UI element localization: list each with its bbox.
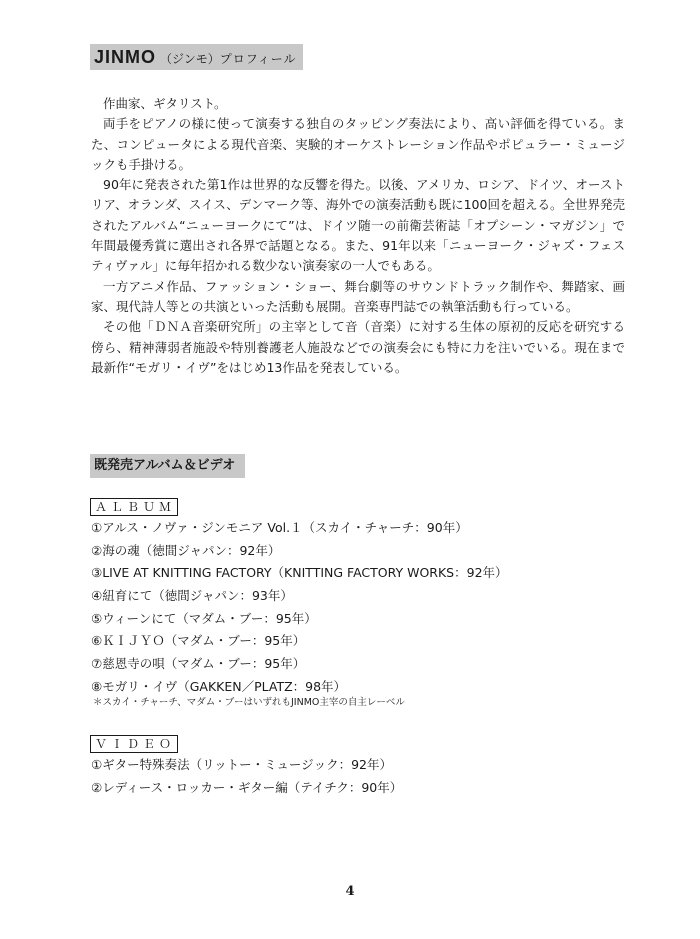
discography-heading: 既発売アルバム＆ビデオ (90, 454, 245, 478)
bio-paragraph: 90年に発表された第1作は世界的な反響を得た。以後、アメリカ、ロシア、ドイツ、オーストリア、オランダ、スイス、デンマーク等、海外での演奏活動も既に100回を超える。全世界発売されたアルバム“ニューヨークにて”は、ドイツ随一の前衛芸術誌「オプシーン・マガジン」で年間最優秀賞に選出され各界で話題となる。また、91年以来「ニューヨーク・ジャズ・フェスティヴァル」に毎年招かれる数少ない演奏家の一人でもある。 (91, 177, 625, 274)
album-item: ②海の魂（徳間ジャパン：92年） (91, 542, 281, 558)
album-item: ⑤ウィーンにて（マダム・ブー：95年） (91, 610, 317, 626)
album-item: ③LIVE AT KNITTING FACTORY（KNITTING FACTORY WORKS：92年） (91, 565, 508, 581)
bio-paragraph: 一方アニメ作品、ファッション・ショー、舞台劇等のサウンドトラック制作や、舞踏家、画家、現代詩人等との共演といった活動も展開。音楽専門誌での執筆活動も行っている。 (91, 278, 625, 314)
profile-heading-brand: JINMO (94, 47, 157, 67)
album-item: ⑦慈恩寺の唄（マダム・ブー：95年） (91, 656, 306, 672)
video-item: ②レディース・ロッカー・ギター編（テイチク：90年） (91, 779, 403, 795)
album-item: ⑥ＫＩＪＹＯ（マダム・ブー：95年） (91, 633, 306, 649)
bio-paragraph: 作曲家、ギタリスト。 (103, 96, 227, 111)
bio-paragraph: その他「ＤＮＡ音楽研究所」の主宰として音（音楽）に対する生体の原初的反応を研究する傍ら、精神薄弱者施設や特別養護老人施設などでの演奏会にも特に力を注いでいる。現在まで最新作“モガリ・イヴ”をはじめ13作品を発表している。 (91, 319, 625, 375)
video-list (91, 754, 402, 799)
profile-heading-suffix: プロフィール (219, 52, 297, 66)
page-number: 4 (345, 884, 355, 899)
album-item: ①アルス・ノヴァ・ジンモニア Vol.１（スカイ・チャーチ：90年） (91, 520, 468, 535)
album-item: ⑧モガリ・イヴ（GAKKEN／PLATZ：98年） (91, 678, 347, 694)
video-item: ①ギター特殊奏法（リットー・ミュージック：92年） (91, 757, 392, 772)
profile-biography (91, 94, 625, 378)
bio-paragraph: 両手をピアノの様に使って演奏する独自のタッピング奏法により、高い評価を得ている。また、コンピュータによる現代音楽、実験的オーケストレーション作品やポピュラー・ミュージックも手掛ける。 (91, 116, 625, 172)
label-footnote: ＊スカイ・チャーチ、マダム・ブーはいずれもJINMO主宰の自主レーベル (93, 697, 405, 708)
album-list (91, 517, 508, 699)
profile-heading-reading: （ジンモ） (160, 52, 220, 66)
video-section-label: ＶＩＤＥＯ (90, 735, 178, 753)
album-item: ④紐育にて（徳間ジャパン：93年） (91, 588, 293, 604)
album-section-label: ＡＬＢＵＭ (90, 498, 178, 516)
profile-heading (90, 44, 303, 70)
